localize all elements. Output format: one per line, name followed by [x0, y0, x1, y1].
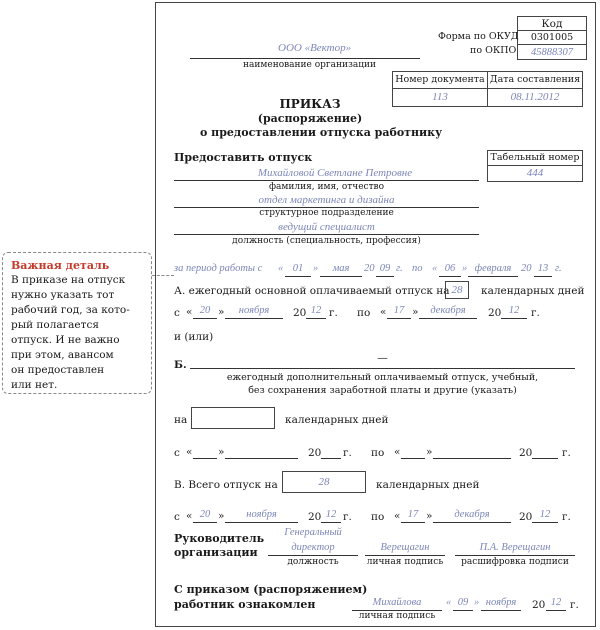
doc-number-header: Номер документа [395, 74, 485, 85]
tab-number-header: Табельный номер [490, 152, 580, 163]
section-v-end-year: 12 [539, 509, 551, 520]
codes-table [517, 16, 587, 60]
section-v-label: В. Всего отпуск на [174, 479, 278, 491]
head-position-1: Генеральный [284, 527, 342, 538]
section-a-start-month: ноября [238, 305, 270, 316]
ack-signature-caption: личная подпись [358, 611, 436, 621]
callout-text: В приказе на отпуск нужно указать тот рабочий год, за кото- рый полагается отпуск. И не важно при этом, авансом он предоставлен или нет. [11, 274, 130, 391]
section-b-caption-2: без сохранения заработной платы и другие (указать) [248, 385, 517, 396]
period-end-day: 06 [444, 263, 456, 274]
section-a-start-year: 12 [310, 305, 322, 316]
ack-signature: Михайлова [372, 597, 422, 608]
org-underline [190, 44, 420, 59]
okud-code: 0301005 [518, 31, 587, 45]
and-or-label: и (или) [174, 331, 214, 343]
period-start-year: 09 [379, 263, 391, 274]
employee-fio: Михайловой Светлане Петровне [257, 167, 413, 179]
section-a-label: А. ежегодный основной оплачиваемый отпуск на [174, 285, 450, 297]
head-decoded-signature: П.А. Верещагин [479, 542, 551, 553]
head-signature-caption: личная подпись [366, 557, 444, 567]
position-caption: должность (специальность, профессия) [232, 236, 421, 246]
head-label-2: организации [174, 546, 258, 559]
head-signature: Верещагин [380, 542, 430, 553]
section-v-start-year: 12 [325, 509, 337, 520]
fio-caption: фамилия, имя, отчество [268, 182, 385, 192]
dept-caption: структурное подразделение [259, 208, 394, 218]
doc-date-header: Дата составления [489, 74, 581, 85]
employee-position: ведущий специалист [278, 221, 375, 233]
important-detail-callout [2, 252, 152, 394]
ack-label-1: С приказом (распоряжением) [174, 583, 368, 596]
ack-year: 12 [550, 597, 562, 608]
ack-month: ноября [485, 597, 517, 608]
ack-label-2: работник ознакомлен [174, 598, 316, 611]
order-subtitle: (распоряжение) [257, 112, 363, 125]
head-label-1: Руководитель [174, 532, 265, 545]
section-a-start-day: 20 [199, 305, 211, 316]
order-purpose: о предоставлении отпуска работнику [200, 126, 443, 139]
section-a-days-suffix: календарных дней [481, 285, 585, 297]
head-position-2: директор [291, 542, 335, 553]
period-prefix: за период работы с [174, 263, 263, 274]
period-start-day: 01 [292, 263, 304, 274]
section-a-end-day: 17 [393, 305, 405, 316]
section-a-end-month: декабря [430, 305, 466, 316]
section-v-end-month: декабря [454, 509, 490, 520]
employee-dept: отдел маркетинга и дизайна [258, 194, 395, 206]
head-position-caption: должность [287, 557, 339, 567]
head-decoded-caption: расшифровка подписи [461, 557, 569, 567]
section-v-end-day: 17 [407, 509, 419, 520]
grant-label: Предоставить отпуск [174, 151, 313, 164]
period-end-year: 13 [537, 263, 549, 274]
okud-label: Форма по ОКУД [438, 31, 519, 42]
ack-day: 09 [457, 597, 469, 608]
doc-date: 08.11.2012 [510, 91, 560, 103]
section-v-start-month: ноября [246, 509, 277, 520]
period-start-month: мая [332, 263, 350, 274]
tab-number: 444 [526, 167, 544, 179]
section-v-start-day: 20 [199, 509, 211, 520]
doc-number: 113 [432, 91, 448, 103]
section-v-days: 28 [282, 471, 366, 493]
section-b-label: Б. [174, 359, 187, 371]
org-caption: наименование организации [243, 60, 377, 70]
okpo-code: 45888307 [518, 45, 587, 60]
section-b-caption-1: ежегодный дополнительный оплачиваемый отпуск, учебный, [226, 372, 539, 383]
callout-title: Важная деталь [11, 259, 110, 272]
org-name: ООО «Вектор» [278, 42, 352, 54]
order-title: ПРИКАЗ [279, 97, 341, 111]
section-a-days: 28 [445, 281, 469, 299]
section-b-days-box [191, 407, 275, 429]
section-a-end-year: 12 [508, 305, 520, 316]
period-end-month: февраля [474, 263, 512, 274]
codes-header: Код [518, 17, 587, 31]
okpo-label: по ОКПО [470, 45, 517, 56]
